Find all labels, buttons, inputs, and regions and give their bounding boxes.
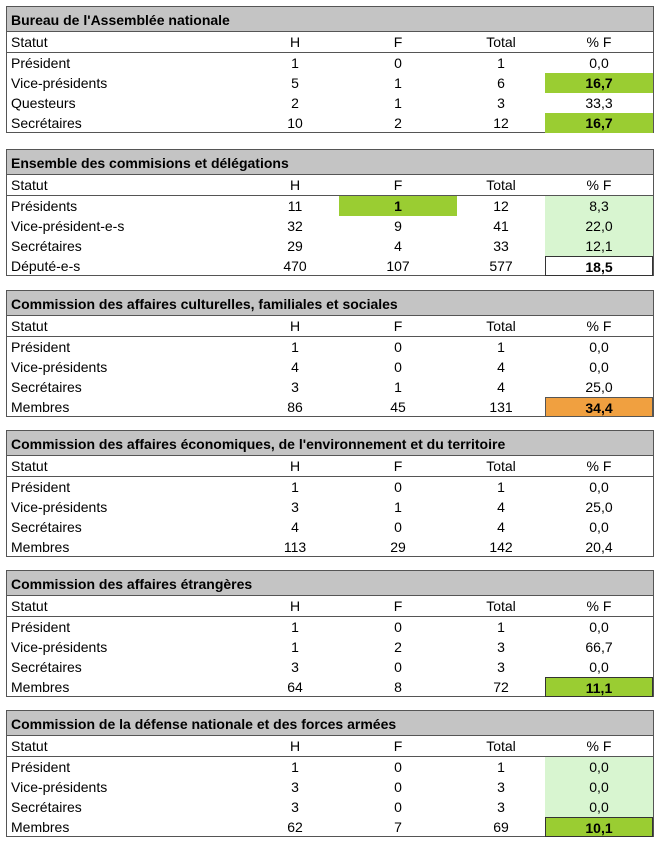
cell-f: 0 <box>394 619 402 635</box>
cell-h: 113 <box>283 539 307 555</box>
cell-f: 7 <box>394 819 402 835</box>
column-header-statut: Statut <box>11 177 48 193</box>
table-row <box>6 617 654 637</box>
column-header-f: F <box>393 318 403 334</box>
cell-statut: Membres <box>11 539 70 555</box>
cell-h: 1 <box>291 479 299 495</box>
column-header-total: Total <box>486 318 516 334</box>
cell-statut: Vice-présidents <box>11 639 108 655</box>
cell-h: 10 <box>287 115 303 131</box>
cell-f: 0 <box>394 799 402 815</box>
cell-total: 41 <box>493 218 509 234</box>
table-row <box>6 216 654 236</box>
cell-total: 1 <box>497 55 505 71</box>
section-table <box>6 149 654 276</box>
cell-total: 142 <box>489 539 513 555</box>
section-title: Commission de la défense nationale et des forces armées <box>6 710 654 736</box>
cell-pf: 22,0 <box>545 216 653 236</box>
table-row <box>6 777 654 797</box>
table-row <box>6 477 654 497</box>
column-header-row <box>6 736 654 757</box>
column-header-total: Total <box>486 598 516 614</box>
cell-pf: 33,3 <box>585 95 613 111</box>
cell-pf: 0,0 <box>589 339 609 355</box>
cell-pf: 0,0 <box>589 55 609 71</box>
column-header-row <box>6 316 654 337</box>
table-row <box>6 537 654 557</box>
cell-statut: Vice-présidents <box>11 499 108 515</box>
column-header-statut: Statut <box>11 598 48 614</box>
section-table <box>6 290 654 417</box>
column-header-pf: % F <box>586 598 612 614</box>
section-title: Commission des affaires étrangères <box>6 570 654 596</box>
cell-h: 1 <box>291 339 299 355</box>
cell-total: 1 <box>497 759 505 775</box>
cell-h: 3 <box>291 379 299 395</box>
cell-f: 2 <box>394 639 402 655</box>
cell-f: 1 <box>394 95 402 111</box>
cell-total: 3 <box>497 659 505 675</box>
cell-f: 0 <box>394 759 402 775</box>
cell-h: 64 <box>287 679 303 695</box>
column-header-total: Total <box>486 177 516 193</box>
cell-h: 1 <box>291 619 299 635</box>
table-row <box>6 93 654 113</box>
column-header-f: F <box>393 177 403 193</box>
cell-statut: Président <box>11 619 71 635</box>
column-header-pf: % F <box>586 738 612 754</box>
cell-h: 3 <box>291 779 299 795</box>
column-header-pf: % F <box>586 177 612 193</box>
cell-f: 29 <box>390 539 406 555</box>
table-row <box>6 196 654 216</box>
column-header-row <box>6 32 654 53</box>
column-header-total: Total <box>486 34 516 50</box>
table-row <box>6 497 654 517</box>
cell-statut: Président <box>11 339 71 355</box>
cell-statut: Questeurs <box>11 95 76 111</box>
section-title: Commission des affaires culturelles, familiales et sociales <box>6 290 654 316</box>
column-header-total: Total <box>486 738 516 754</box>
cell-h: 11 <box>287 198 303 214</box>
table-row <box>6 797 654 817</box>
cell-f: 1 <box>394 75 402 91</box>
cell-pf: 0,0 <box>545 777 653 797</box>
cell-total: 6 <box>497 75 505 91</box>
cell-f: 4 <box>394 238 402 254</box>
table-row <box>6 637 654 657</box>
cell-f: 45 <box>390 399 406 415</box>
column-header-h: H <box>289 458 301 474</box>
section-title: Bureau de l'Assemblée nationale <box>6 6 654 32</box>
table-row <box>6 73 654 93</box>
table-row <box>6 53 654 73</box>
cell-pf: 0,0 <box>545 797 653 817</box>
cell-h: 3 <box>291 659 299 675</box>
cell-statut: Vice-présidents <box>11 75 108 91</box>
section-table <box>6 430 654 557</box>
table-row <box>6 357 654 377</box>
cell-total: 3 <box>497 95 505 111</box>
cell-f: 0 <box>394 659 402 675</box>
table-row <box>6 256 654 276</box>
cell-h: 1 <box>291 55 299 71</box>
cell-statut: Secrétaires <box>11 519 82 535</box>
column-header-row <box>6 456 654 477</box>
cell-f: 0 <box>394 519 402 535</box>
section-title: Ensemble des commisions et délégations <box>6 149 654 175</box>
cell-h: 470 <box>283 258 307 274</box>
column-header-row <box>6 175 654 196</box>
cell-f: 0 <box>394 339 402 355</box>
table-row <box>6 657 654 677</box>
cell-pf: 0,0 <box>589 479 609 495</box>
cell-statut: Vice-présidents <box>11 359 108 375</box>
cell-statut: Secrétaires <box>11 238 82 254</box>
cell-total: 33 <box>493 238 509 254</box>
section-title: Commission des affaires économiques, de l'environnement et du territoire <box>6 430 654 456</box>
column-header-statut: Statut <box>11 738 48 754</box>
table-row <box>6 677 654 697</box>
table-row <box>6 517 654 537</box>
cell-f: 8 <box>394 679 402 695</box>
cell-statut: Secrétaires <box>11 115 82 131</box>
cell-total: 12 <box>493 198 509 214</box>
cell-pf: 16,7 <box>545 113 653 133</box>
cell-total: 131 <box>489 399 513 415</box>
cell-total: 1 <box>497 619 505 635</box>
column-header-f: F <box>393 738 403 754</box>
cell-statut: Membres <box>11 399 70 415</box>
cell-h: 4 <box>291 519 299 535</box>
table-row <box>6 397 654 417</box>
cell-h: 1 <box>291 759 299 775</box>
column-header-f: F <box>393 458 403 474</box>
column-header-h: H <box>289 738 301 754</box>
cell-pf: 34,4 <box>545 397 653 417</box>
cell-pf: 16,7 <box>545 73 653 93</box>
table-row <box>6 236 654 256</box>
section-table <box>6 570 654 697</box>
cell-statut: Membres <box>11 819 70 835</box>
cell-total: 1 <box>497 339 505 355</box>
column-header-pf: % F <box>586 34 612 50</box>
cell-f: 0 <box>394 359 402 375</box>
cell-h: 86 <box>287 399 303 415</box>
cell-h: 29 <box>287 238 303 254</box>
cell-h: 4 <box>291 359 299 375</box>
cell-total: 577 <box>489 258 513 274</box>
cell-h: 5 <box>291 75 299 91</box>
cell-statut: Membres <box>11 679 70 695</box>
column-header-f: F <box>393 34 403 50</box>
cell-statut: Secrétaires <box>11 799 82 815</box>
cell-statut: Président <box>11 479 71 495</box>
cell-f: 2 <box>394 115 402 131</box>
table-row <box>6 113 654 133</box>
column-header-row <box>6 596 654 617</box>
cell-statut: Vice-présidents <box>11 779 108 795</box>
cell-pf: 66,7 <box>585 639 613 655</box>
cell-total: 1 <box>497 479 505 495</box>
cell-f: 0 <box>394 55 402 71</box>
cell-h: 1 <box>291 639 299 655</box>
table-row <box>6 817 654 837</box>
column-header-statut: Statut <box>11 34 48 50</box>
cell-pf: 11,1 <box>545 677 653 697</box>
cell-pf: 10,1 <box>545 817 653 837</box>
cell-pf: 25,0 <box>585 379 613 395</box>
section-table <box>6 6 654 133</box>
cell-statut: Député-e-s <box>11 258 81 274</box>
cell-total: 4 <box>497 379 505 395</box>
cell-f: 1 <box>394 499 402 515</box>
column-header-statut: Statut <box>11 458 48 474</box>
cell-pf: 18,5 <box>545 256 653 276</box>
cell-pf: 0,0 <box>589 359 609 375</box>
cell-h: 3 <box>291 499 299 515</box>
cell-statut: Présidents <box>11 198 78 214</box>
column-header-h: H <box>289 34 301 50</box>
cell-total: 3 <box>497 779 505 795</box>
table-row <box>6 757 654 777</box>
column-header-f: F <box>393 598 403 614</box>
column-header-statut: Statut <box>11 318 48 334</box>
cell-total: 3 <box>497 639 505 655</box>
column-header-total: Total <box>486 458 516 474</box>
table-row <box>6 377 654 397</box>
cell-h: 2 <box>291 95 299 111</box>
cell-pf: 12,1 <box>545 236 653 256</box>
table-row <box>6 337 654 357</box>
cell-f: 1 <box>394 379 402 395</box>
column-header-pf: % F <box>586 318 612 334</box>
cell-f: 9 <box>394 218 402 234</box>
cell-h: 3 <box>291 799 299 815</box>
column-header-h: H <box>289 318 301 334</box>
cell-pf: 0,0 <box>589 659 609 675</box>
cell-f: 0 <box>394 479 402 495</box>
column-header-pf: % F <box>586 458 612 474</box>
cell-statut: Président <box>11 759 71 775</box>
cell-total: 72 <box>493 679 509 695</box>
cell-total: 69 <box>493 819 509 835</box>
cell-f: 107 <box>386 258 410 274</box>
cell-total: 3 <box>497 799 505 815</box>
cell-total: 4 <box>497 519 505 535</box>
column-header-h: H <box>289 177 301 193</box>
cell-pf: 25,0 <box>585 499 613 515</box>
cell-statut: Vice-président-e-s <box>11 218 125 234</box>
cell-total: 12 <box>493 115 509 131</box>
cell-pf: 8,3 <box>545 196 653 216</box>
cell-h: 62 <box>287 819 303 835</box>
cell-h: 32 <box>287 218 303 234</box>
cell-statut: Secrétaires <box>11 659 82 675</box>
cell-statut: Secrétaires <box>11 379 82 395</box>
cell-pf: 0,0 <box>589 519 609 535</box>
cell-f: 1 <box>339 196 457 216</box>
cell-statut: Président <box>11 55 71 71</box>
cell-pf: 0,0 <box>545 757 653 777</box>
cell-total: 4 <box>497 359 505 375</box>
cell-pf: 0,0 <box>589 619 609 635</box>
cell-total: 4 <box>497 499 505 515</box>
section-table <box>6 710 654 837</box>
cell-f: 0 <box>394 779 402 795</box>
cell-pf: 20,4 <box>585 539 613 555</box>
column-header-h: H <box>289 598 301 614</box>
